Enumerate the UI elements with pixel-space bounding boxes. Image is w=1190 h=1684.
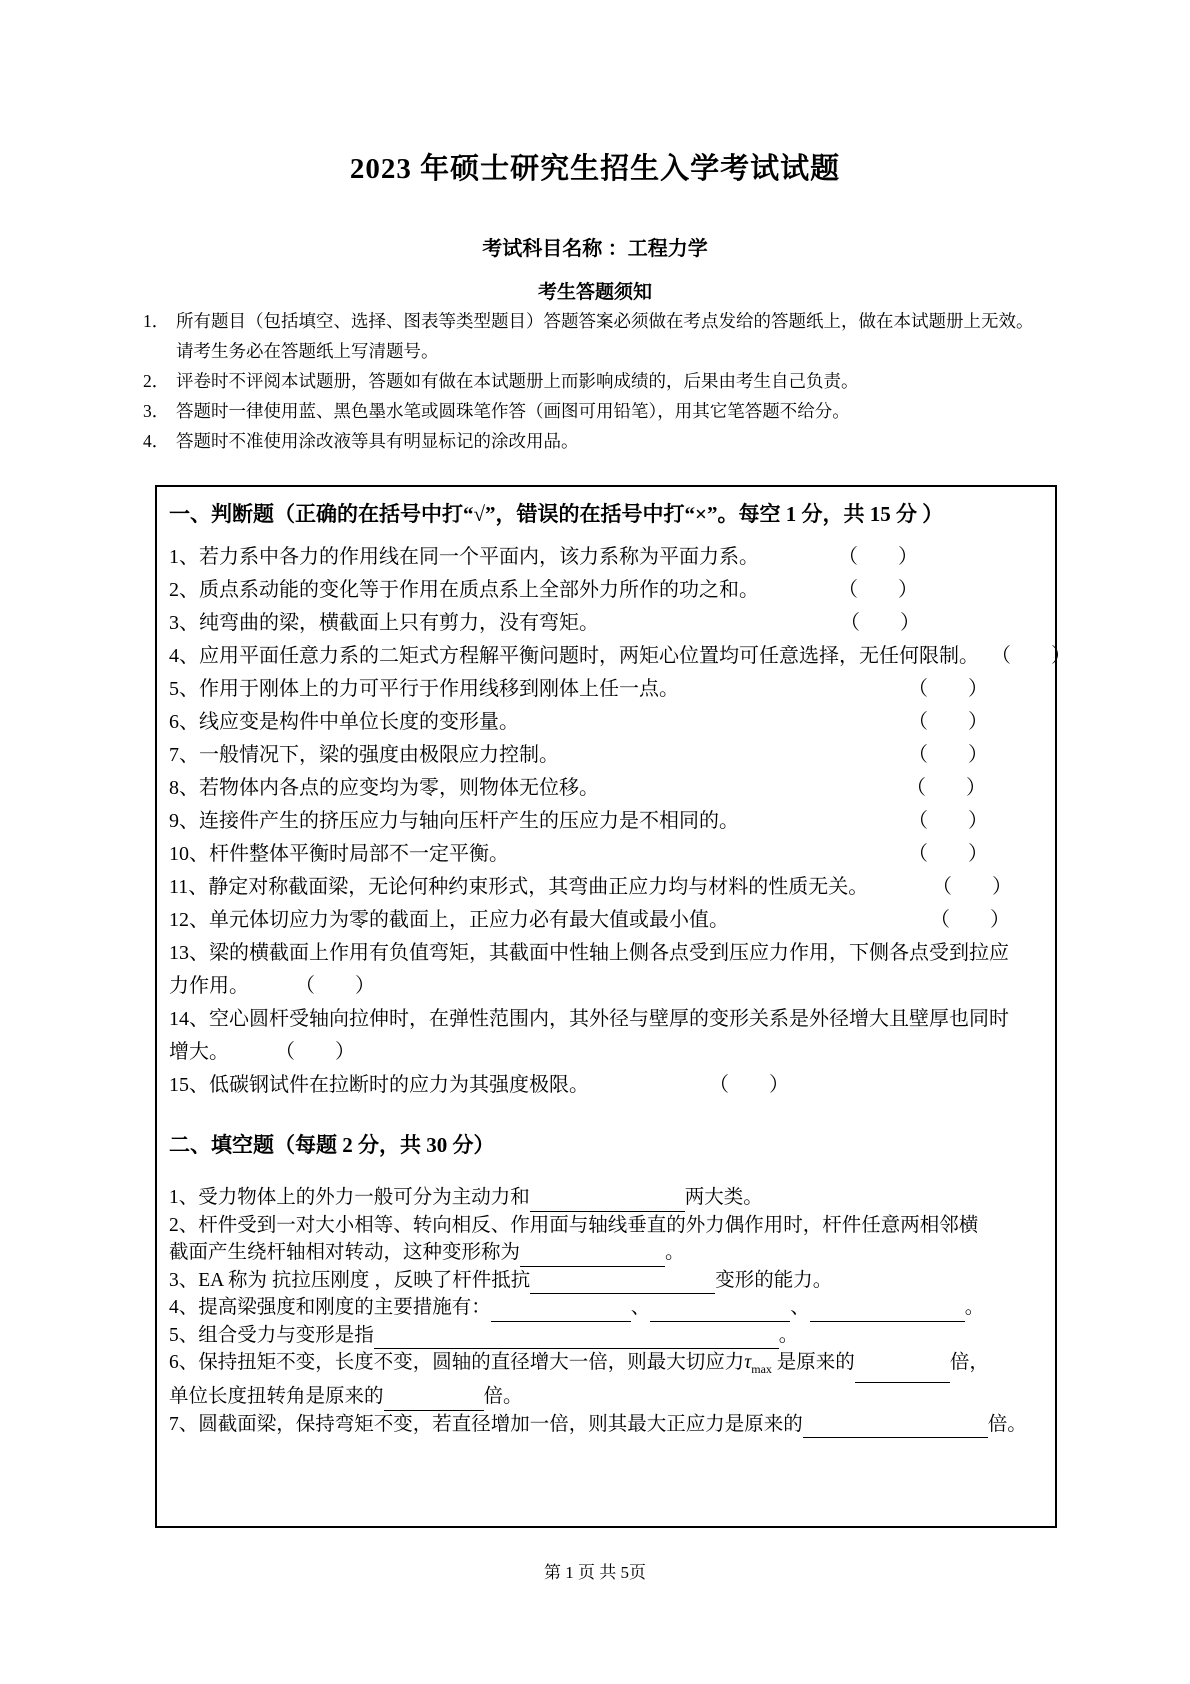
answer-bracket: （ ） bbox=[906, 777, 986, 799]
judgment-question-2 bbox=[169, 574, 1035, 607]
notice-item bbox=[143, 306, 1048, 366]
judgment-question-14 bbox=[169, 1003, 1017, 1069]
question-box bbox=[155, 485, 1071, 1528]
notice-text: 评卷时不评阅本试题册，答题如有做在本试题册上而影响成绩的，后果由考生自己负责。 bbox=[176, 371, 859, 391]
fill-question-3: 3、EA 称为 抗拉压刚度 ，反映了杆件抵抗 变形的能力。 bbox=[169, 1267, 1035, 1295]
judgment-question-8 bbox=[169, 772, 1035, 805]
fill-question-2: 2、杆件受到一对大小相等、转向相反、作用面与轴线垂直的外力偶作用时，杆件任意两相邻横 截面产生绕杆轴相对转动，这种变形称为 。 bbox=[169, 1212, 1035, 1267]
question-text: 10、杆件整体平衡时局部不一定平衡。 bbox=[169, 843, 509, 865]
blank-line bbox=[855, 1360, 950, 1383]
notice-list bbox=[143, 306, 1048, 456]
blank-line bbox=[530, 1271, 715, 1294]
answer-bracket: （ ） bbox=[991, 645, 1071, 667]
subject-line: 考试科目名称 ：工程力学 bbox=[482, 238, 708, 260]
question-text: 8、若物体内各点的应变均为零，则物体无位移。 bbox=[169, 777, 599, 799]
blank-line bbox=[803, 1415, 988, 1438]
judgment-question-6 bbox=[169, 706, 1035, 739]
page-title: 2023 年硕士研究生招生入学考试试题 bbox=[349, 153, 841, 185]
question-text: 9、连接件产生的挤压应力与轴向压杆产生的压应力是不相同的。 bbox=[169, 810, 739, 832]
judgment-question-11 bbox=[169, 871, 1035, 904]
fill-question-1: 1、受力物体上的外力一般可分为主动力和 两大类。 bbox=[169, 1184, 1035, 1212]
section2-heading: 二、填空题（每题 2 分，共 30 分） bbox=[169, 1133, 495, 1157]
answer-bracket: （ ） bbox=[908, 843, 988, 865]
notice-text: 答题时不准使用涂改液等具有明显标记的涂改用品。 bbox=[176, 431, 579, 451]
notice-item bbox=[143, 396, 1048, 426]
answer-bracket: （ ） bbox=[908, 678, 988, 700]
fill-in-section bbox=[169, 1184, 1035, 1438]
question-text: 12、单元体切应力为零的截面上，正应力必有最大值或最小值。 bbox=[169, 909, 729, 931]
fill-question-5: 5、组合受力与变形是指 。 bbox=[169, 1322, 1035, 1350]
question-text: 6、线应变是构件中单位长度的变形量。 bbox=[169, 711, 519, 733]
blank-line bbox=[491, 1299, 631, 1322]
answer-bracket: （ ） bbox=[838, 579, 918, 601]
judgment-question-15 bbox=[169, 1069, 1035, 1102]
notice-text: 所有题目（包括填空、选择、图表等类型题目）答题答案必须做在考点发给的答题纸上，做在本试题册上无效。请考生务必在答题纸上写清题号。 bbox=[176, 311, 1034, 361]
judgment-question-3 bbox=[169, 607, 1035, 640]
blank-line bbox=[374, 1326, 779, 1349]
blank-line bbox=[530, 1189, 685, 1212]
answer-bracket: （ ） bbox=[838, 546, 918, 568]
answer-bracket: （ ） bbox=[709, 1074, 789, 1096]
judgment-question-10 bbox=[169, 838, 1035, 871]
fill-question-6: 6、保持扭矩不变，长度不变，圆轴的直径增大一倍，则最大切应力$\tau_{max}$ 是原来的 倍， 单位长度扭转角是原来的 倍。 bbox=[169, 1349, 1035, 1411]
judgment-question-13 bbox=[169, 937, 1017, 1003]
question-text: 1、若力系中各力的作用线在同一个平面内，该力系称为平面力系。 bbox=[169, 546, 759, 568]
question-text: 2、质点系动能的变化等于作用在质点系上全部外力所作的功之和。 bbox=[169, 579, 759, 601]
blank-line bbox=[650, 1299, 790, 1322]
answer-bracket: （ ） bbox=[908, 711, 988, 733]
fill-question-4: 4、提高梁强度和刚度的主要措施有： 、 、 。 bbox=[169, 1294, 1035, 1322]
answer-bracket: （ ） bbox=[908, 744, 988, 766]
judgment-question-1 bbox=[169, 541, 1035, 574]
notice-number: 1． bbox=[143, 311, 170, 331]
answer-bracket: （ ） bbox=[840, 612, 920, 634]
notice-text: 答题时一律使用蓝、黑色墨水笔或圆珠笔作答（画图可用铅笔），用其它笔答题不给分。 bbox=[176, 401, 850, 421]
answer-bracket: （ ） bbox=[908, 810, 988, 832]
question-text: 13、梁的横截面上作用有负值弯矩，其截面中性轴上侧各点受到压应力作用，下侧各点受到拉应力作用。 bbox=[169, 942, 1009, 997]
notice-item bbox=[143, 426, 1048, 456]
fill-question-7: 7、圆截面梁，保持弯矩不变，若直径增加一倍，则其最大正应力是原来的 倍。 bbox=[169, 1411, 1035, 1439]
question-text: 14、空心圆杆受轴向拉伸时，在弹性范围内，其外径与壁厚的变形关系是外径增大且壁厚也同时增大。 bbox=[169, 1008, 1009, 1063]
judgment-question-5 bbox=[169, 673, 1035, 706]
question-text: 3、纯弯曲的梁，横截面上只有剪力，没有弯矩。 bbox=[169, 612, 599, 634]
page-footer: 第 1 页 共 5页 bbox=[544, 1563, 646, 1582]
judgment-question-7 bbox=[169, 739, 1035, 772]
notice-number: 3． bbox=[143, 401, 170, 421]
section1-heading: 一、判断题（正确的在括号中打“√”，错误的在括号中打“×”。每空 1 分，共 15 分 ） bbox=[169, 502, 944, 526]
answer-bracket: （ ） bbox=[305, 975, 375, 997]
notice-number: 4． bbox=[143, 431, 170, 451]
judgment-question-9 bbox=[169, 805, 1035, 838]
blank-line bbox=[810, 1299, 965, 1322]
answer-bracket: （ ） bbox=[932, 876, 1012, 898]
question-text: 5、作用于刚体上的力可平行于作用线移到刚体上任一点。 bbox=[169, 678, 679, 700]
blank-line bbox=[384, 1388, 484, 1411]
judgment-section bbox=[169, 541, 1071, 1102]
answer-bracket: （ ） bbox=[930, 909, 1010, 931]
question-text: 11、静定对称截面梁，无论何种约束形式，其弯曲正应力均与材料的性质无关。 bbox=[169, 876, 869, 898]
judgment-question-4 bbox=[169, 640, 1071, 673]
notice-item bbox=[143, 366, 1048, 396]
blank-line bbox=[520, 1244, 665, 1267]
question-text: 7、一般情况下，梁的强度由极限应力控制。 bbox=[169, 744, 559, 766]
notice-title: 考生答题须知 bbox=[537, 282, 652, 303]
question-text: 15、低碳钢试件在拉断时的应力为其强度极限。 bbox=[169, 1074, 589, 1096]
question-text: 4、应用平面任意力系的二矩式方程解平衡问题时，两矩心位置均可任意选择，无任何限制。 bbox=[169, 645, 979, 667]
answer-bracket: （ ） bbox=[285, 1041, 355, 1063]
notice-number: 2． bbox=[143, 371, 170, 391]
judgment-question-12 bbox=[169, 904, 1035, 937]
